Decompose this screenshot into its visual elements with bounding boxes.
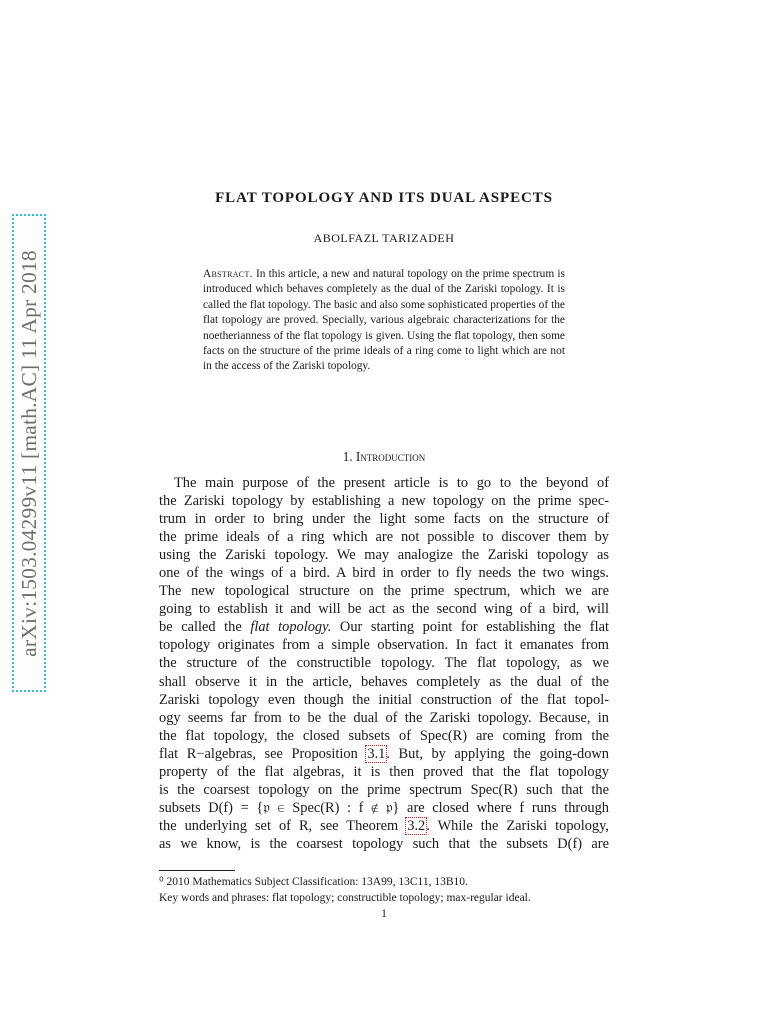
- body-text-fragment: the underlying set of R, see Theorem: [159, 817, 399, 834]
- body-line: as we know, is the coarsest topology such that the subsets D(f) are: [159, 835, 609, 852]
- footnote-keywords: Key words and phrases: flat topology; constructible topology; max-regular ideal.: [159, 892, 531, 904]
- body-line: the flat topology, the closed subsets of Spec(R) are coming from the: [159, 727, 609, 744]
- body-line: property of the flat algebras, it is then proved that the flat topology: [159, 763, 609, 780]
- proposition-reference-link[interactable]: 3.1: [367, 745, 386, 762]
- body-line: topology originates from a simple observation. In fact it emanates from: [159, 637, 609, 654]
- theorem-reference-link[interactable]: 3.2: [407, 817, 426, 834]
- page-number: 1: [381, 908, 387, 920]
- section-number: 1.: [342, 449, 353, 464]
- paper-author: ABOLFAZL TARIZADEH: [313, 231, 455, 245]
- body-line: one of the wings of a bird. A bird in order to fly needs the two wings.: [159, 565, 609, 582]
- body-line: going to establish it and will be act as the second wing of a bird, will: [159, 601, 609, 618]
- arxiv-identifier-text: arXiv:1503.04299v11 [math.AC] 11 Apr 2018: [16, 249, 41, 657]
- body-line: ogy seems far from to be the dual of the Zariski topology. Because, in: [159, 709, 609, 726]
- body-text-fragment: Our starting point for establishing the flat: [339, 619, 609, 636]
- footnote-rule: [159, 870, 235, 871]
- body-text-fragment: . While the Zariski topology,: [426, 817, 609, 834]
- body-text-fragment: . But, by applying the going-down: [386, 745, 610, 762]
- body-text-fragment: flat R−algebras, see Proposition: [159, 745, 358, 762]
- body-line: [159, 817, 609, 835]
- footnote-msc: ⁰ 2010 Mathematics Subject Classification: 13A99, 13C11, 13B10.: [159, 876, 468, 888]
- body-line: trum in order to bring under the light some facts on the structure of: [159, 511, 609, 528]
- body-line: subsets D(f) = {𝔭 ∈ Spec(R) : f ∉ 𝔭} are closed where f runs through: [159, 799, 609, 816]
- body-line: the structure of the constructible topology. The flat topology, as we: [159, 655, 609, 672]
- body-line: [159, 745, 609, 763]
- section-title: Introduction: [355, 449, 426, 464]
- body-text-fragment: be called the: [159, 619, 242, 636]
- body-line: [159, 618, 609, 636]
- body-line: the prime ideals of a ring which are not possible to discover them by: [159, 529, 609, 546]
- introduction-body: [159, 474, 609, 853]
- body-line: the Zariski topology by establishing a new topology on the prime spec-: [159, 493, 609, 510]
- section-heading: [0, 449, 768, 465]
- body-line: is the coarsest topology on the prime spectrum Spec(R) such that the: [159, 781, 609, 798]
- body-line: The new topological structure on the prime spectrum, which we are: [159, 583, 609, 600]
- body-line: shall observe it in the article, behaves completely as the dual of the: [159, 673, 609, 690]
- abstract: [203, 267, 565, 375]
- body-line: Zariski topology even though the initial construction of the flat topol-: [159, 691, 609, 708]
- emphasis-flat-topology: flat topology.: [250, 619, 332, 636]
- body-line: using the Zariski topology. We may analogize the Zariski topology as: [159, 547, 609, 564]
- body-line: The main purpose of the present article is to go to the beyond of: [174, 475, 609, 491]
- abstract-label: Abstract.: [203, 268, 253, 280]
- paper-title: FLAT TOPOLOGY AND ITS DUAL ASPECTS: [215, 190, 553, 206]
- abstract-text: In this article, a new and natural topology on the prime spectrum is introduced which behaves completely as the dual of the Zariski topology. It is called the flat topology. The basic and also some sophisticated properties of the flat topology are proved. Specially, various algebraic characterizations for the noetherianness of the flat topology is given. Using the flat topology, then some facts on the structure of the prime ideals of a ring come to light which are not in the access of the Zariski topology.: [203, 268, 565, 373]
